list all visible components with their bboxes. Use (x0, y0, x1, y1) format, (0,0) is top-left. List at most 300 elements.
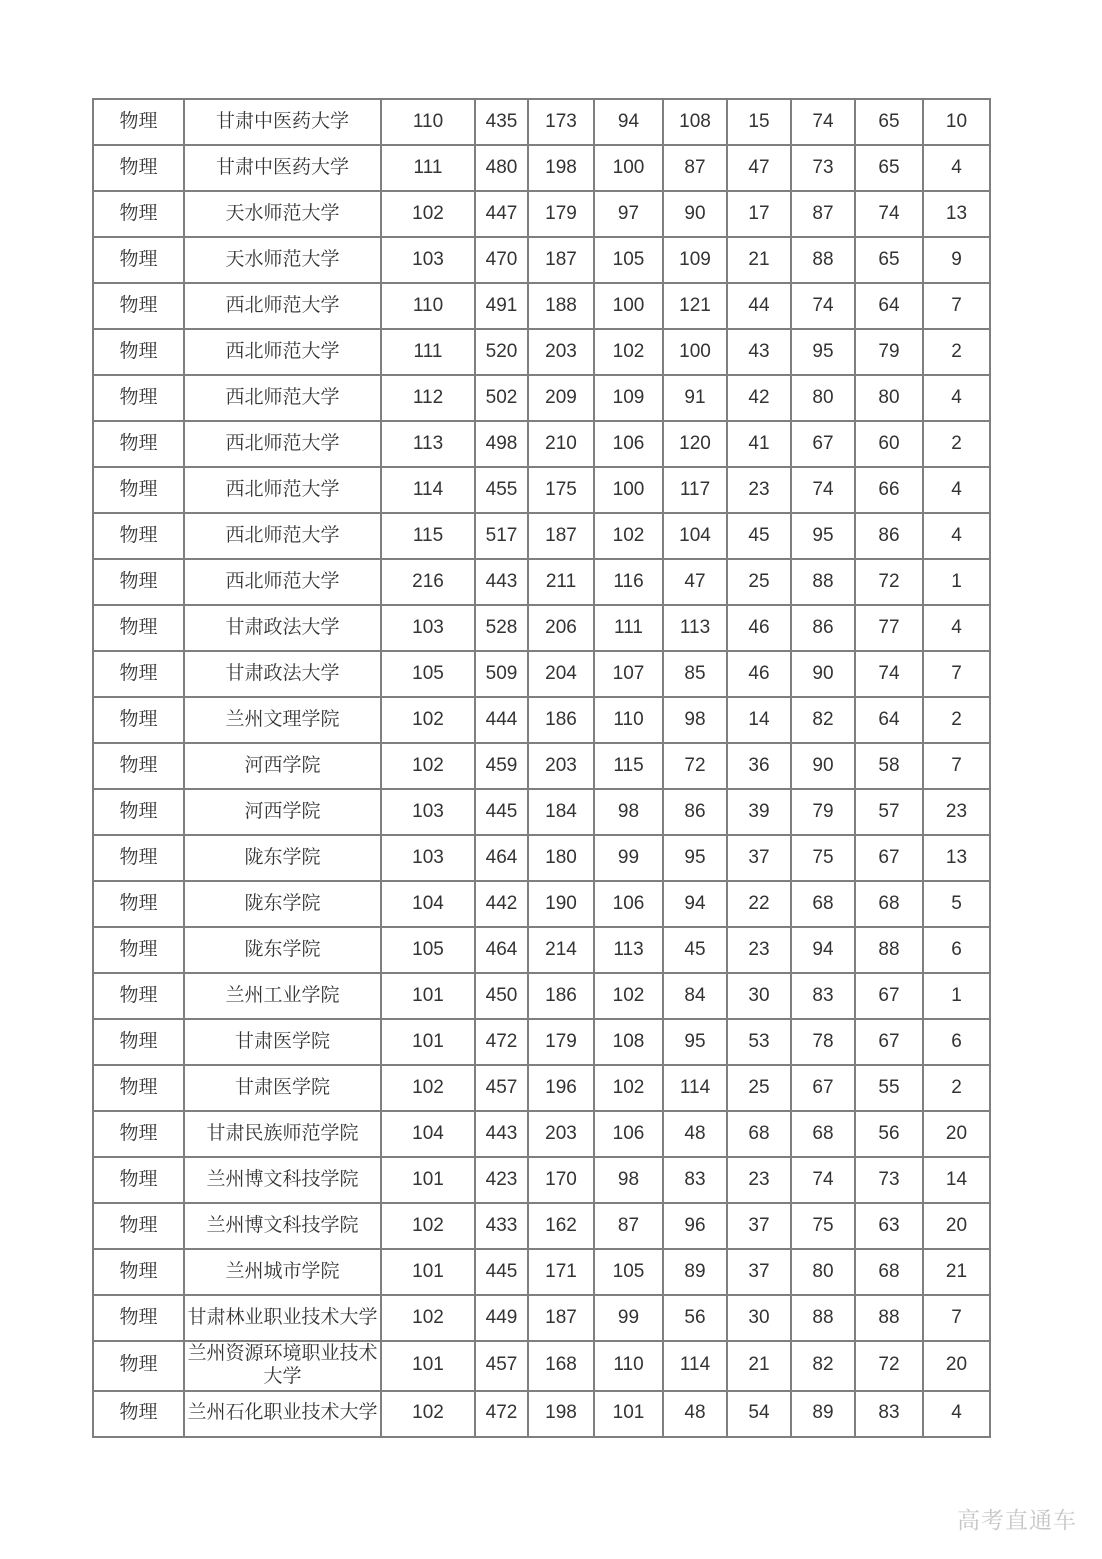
value-cell: 88 (791, 1295, 855, 1341)
value-cell: 94 (594, 99, 663, 145)
value-cell: 94 (663, 881, 727, 927)
value-cell: 211 (528, 559, 594, 605)
value-cell: 517 (475, 513, 528, 559)
value-cell: 95 (791, 513, 855, 559)
value-cell: 108 (594, 1019, 663, 1065)
school-cell: 甘肃中医药大学 (184, 99, 381, 145)
value-cell: 187 (528, 1295, 594, 1341)
value-cell: 48 (663, 1391, 727, 1437)
value-cell: 65 (855, 99, 923, 145)
school-cell: 甘肃政法大学 (184, 605, 381, 651)
value-cell: 99 (594, 835, 663, 881)
value-cell: 67 (855, 973, 923, 1019)
value-cell: 66 (855, 467, 923, 513)
value-cell: 67 (855, 835, 923, 881)
value-cell: 187 (528, 513, 594, 559)
subject-cell: 物理 (93, 145, 184, 191)
value-cell: 102 (594, 973, 663, 1019)
school-cell: 陇东学院 (184, 927, 381, 973)
value-cell: 104 (381, 881, 475, 927)
value-cell: 67 (791, 1065, 855, 1111)
value-cell: 80 (855, 375, 923, 421)
school-cell: 天水师范大学 (184, 191, 381, 237)
value-cell: 44 (727, 283, 791, 329)
value-cell: 113 (663, 605, 727, 651)
value-cell: 86 (791, 605, 855, 651)
value-cell: 103 (381, 237, 475, 283)
value-cell: 170 (528, 1157, 594, 1203)
school-cell: 西北师范大学 (184, 421, 381, 467)
value-cell: 7 (923, 1295, 990, 1341)
value-cell: 443 (475, 1111, 528, 1157)
value-cell: 111 (594, 605, 663, 651)
value-cell: 17 (727, 191, 791, 237)
value-cell: 6 (923, 927, 990, 973)
subject-cell: 物理 (93, 1341, 184, 1391)
value-cell: 110 (594, 1341, 663, 1391)
value-cell: 98 (663, 697, 727, 743)
value-cell: 20 (923, 1203, 990, 1249)
table-row (93, 1111, 990, 1157)
value-cell: 450 (475, 973, 528, 1019)
value-cell: 116 (594, 559, 663, 605)
table-row (93, 651, 990, 697)
value-cell: 4 (923, 605, 990, 651)
subject-cell: 物理 (93, 559, 184, 605)
value-cell: 7 (923, 743, 990, 789)
school-cell: 西北师范大学 (184, 513, 381, 559)
value-cell: 188 (528, 283, 594, 329)
value-cell: 4 (923, 467, 990, 513)
value-cell: 4 (923, 145, 990, 191)
value-cell: 63 (855, 1203, 923, 1249)
value-cell: 100 (663, 329, 727, 375)
value-cell: 95 (663, 1019, 727, 1065)
value-cell: 20 (923, 1111, 990, 1157)
school-cell: 甘肃民族师范学院 (184, 1111, 381, 1157)
value-cell: 7 (923, 283, 990, 329)
value-cell: 56 (663, 1295, 727, 1341)
value-cell: 96 (663, 1203, 727, 1249)
subject-cell: 物理 (93, 421, 184, 467)
value-cell: 109 (594, 375, 663, 421)
subject-cell: 物理 (93, 1249, 184, 1295)
table-row (93, 191, 990, 237)
value-cell: 203 (528, 1111, 594, 1157)
table-row (93, 1295, 990, 1341)
value-cell: 173 (528, 99, 594, 145)
value-cell: 83 (855, 1391, 923, 1437)
value-cell: 56 (855, 1111, 923, 1157)
school-cell: 兰州文理学院 (184, 697, 381, 743)
value-cell: 10 (923, 99, 990, 145)
school-cell: 甘肃政法大学 (184, 651, 381, 697)
value-cell: 46 (727, 605, 791, 651)
subject-cell: 物理 (93, 375, 184, 421)
value-cell: 87 (594, 1203, 663, 1249)
value-cell: 68 (855, 1249, 923, 1295)
subject-cell: 物理 (93, 605, 184, 651)
value-cell: 83 (663, 1157, 727, 1203)
value-cell: 21 (727, 1341, 791, 1391)
value-cell: 110 (381, 283, 475, 329)
value-cell: 95 (663, 835, 727, 881)
value-cell: 88 (855, 927, 923, 973)
value-cell: 101 (381, 1341, 475, 1391)
subject-cell: 物理 (93, 283, 184, 329)
value-cell: 162 (528, 1203, 594, 1249)
value-cell: 88 (791, 237, 855, 283)
value-cell: 80 (791, 375, 855, 421)
value-cell: 65 (855, 145, 923, 191)
value-cell: 95 (791, 329, 855, 375)
value-cell: 105 (594, 237, 663, 283)
subject-cell: 物理 (93, 467, 184, 513)
value-cell: 102 (381, 191, 475, 237)
value-cell: 9 (923, 237, 990, 283)
value-cell: 87 (663, 145, 727, 191)
value-cell: 102 (594, 513, 663, 559)
value-cell: 102 (381, 1065, 475, 1111)
value-cell: 89 (791, 1391, 855, 1437)
value-cell: 99 (594, 1295, 663, 1341)
school-cell: 西北师范大学 (184, 559, 381, 605)
value-cell: 105 (594, 1249, 663, 1295)
value-cell: 179 (528, 191, 594, 237)
value-cell: 77 (855, 605, 923, 651)
value-cell: 15 (727, 99, 791, 145)
school-cell: 西北师范大学 (184, 375, 381, 421)
table-row (93, 1341, 990, 1391)
value-cell: 90 (791, 651, 855, 697)
value-cell: 98 (594, 789, 663, 835)
subject-cell: 物理 (93, 789, 184, 835)
value-cell: 65 (855, 237, 923, 283)
value-cell: 25 (727, 1065, 791, 1111)
value-cell: 206 (528, 605, 594, 651)
value-cell: 103 (381, 835, 475, 881)
school-cell: 甘肃林业职业技术大学 (184, 1295, 381, 1341)
value-cell: 102 (381, 697, 475, 743)
value-cell: 214 (528, 927, 594, 973)
value-cell: 88 (791, 559, 855, 605)
value-cell: 73 (855, 1157, 923, 1203)
school-cell: 西北师范大学 (184, 283, 381, 329)
school-cell: 兰州博文科技学院 (184, 1157, 381, 1203)
value-cell: 103 (381, 789, 475, 835)
table-row (93, 697, 990, 743)
value-cell: 449 (475, 1295, 528, 1341)
table-row (93, 1391, 990, 1437)
school-cell: 西北师范大学 (184, 329, 381, 375)
value-cell: 67 (855, 1019, 923, 1065)
value-cell: 89 (663, 1249, 727, 1295)
value-cell: 101 (594, 1391, 663, 1437)
value-cell: 22 (727, 881, 791, 927)
table-row (93, 467, 990, 513)
value-cell: 464 (475, 927, 528, 973)
value-cell: 45 (727, 513, 791, 559)
value-cell: 528 (475, 605, 528, 651)
subject-cell: 物理 (93, 697, 184, 743)
value-cell: 60 (855, 421, 923, 467)
value-cell: 100 (594, 283, 663, 329)
value-cell: 203 (528, 329, 594, 375)
value-cell: 78 (791, 1019, 855, 1065)
value-cell: 101 (381, 1157, 475, 1203)
value-cell: 37 (727, 1203, 791, 1249)
table-row (93, 329, 990, 375)
school-cell: 甘肃医学院 (184, 1065, 381, 1111)
value-cell: 100 (594, 145, 663, 191)
value-cell: 23 (727, 1157, 791, 1203)
value-cell: 2 (923, 1065, 990, 1111)
value-cell: 464 (475, 835, 528, 881)
value-cell: 68 (791, 1111, 855, 1157)
value-cell: 74 (791, 283, 855, 329)
value-cell: 103 (381, 605, 475, 651)
subject-cell: 物理 (93, 191, 184, 237)
value-cell: 472 (475, 1391, 528, 1437)
value-cell: 68 (791, 881, 855, 927)
value-cell: 43 (727, 329, 791, 375)
table-row (93, 1157, 990, 1203)
school-cell: 天水师范大学 (184, 237, 381, 283)
value-cell: 480 (475, 145, 528, 191)
value-cell: 110 (381, 99, 475, 145)
value-cell: 110 (594, 697, 663, 743)
value-cell: 25 (727, 559, 791, 605)
value-cell: 74 (855, 651, 923, 697)
value-cell: 115 (594, 743, 663, 789)
value-cell: 198 (528, 1391, 594, 1437)
value-cell: 74 (855, 191, 923, 237)
value-cell: 79 (855, 329, 923, 375)
subject-cell: 物理 (93, 237, 184, 283)
value-cell: 83 (791, 973, 855, 1019)
table-row (93, 421, 990, 467)
value-cell: 104 (663, 513, 727, 559)
value-cell: 470 (475, 237, 528, 283)
value-cell: 53 (727, 1019, 791, 1065)
value-cell: 5 (923, 881, 990, 927)
value-cell: 21 (923, 1249, 990, 1295)
value-cell: 14 (727, 697, 791, 743)
value-cell: 73 (791, 145, 855, 191)
subject-cell: 物理 (93, 743, 184, 789)
value-cell: 4 (923, 1391, 990, 1437)
value-cell: 37 (727, 835, 791, 881)
value-cell: 111 (381, 329, 475, 375)
table-row (93, 881, 990, 927)
value-cell: 105 (381, 927, 475, 973)
value-cell: 2 (923, 697, 990, 743)
value-cell: 442 (475, 881, 528, 927)
subject-cell: 物理 (93, 1065, 184, 1111)
value-cell: 112 (381, 375, 475, 421)
value-cell: 30 (727, 973, 791, 1019)
value-cell: 216 (381, 559, 475, 605)
value-cell: 54 (727, 1391, 791, 1437)
value-cell: 74 (791, 1157, 855, 1203)
value-cell: 175 (528, 467, 594, 513)
table-row (93, 1203, 990, 1249)
value-cell: 209 (528, 375, 594, 421)
table-row (93, 283, 990, 329)
value-cell: 117 (663, 467, 727, 513)
value-cell: 2 (923, 421, 990, 467)
value-cell: 102 (594, 1065, 663, 1111)
value-cell: 171 (528, 1249, 594, 1295)
value-cell: 86 (663, 789, 727, 835)
admission-scores-table (92, 98, 991, 1438)
value-cell: 101 (381, 1019, 475, 1065)
value-cell: 41 (727, 421, 791, 467)
value-cell: 2 (923, 329, 990, 375)
subject-cell: 物理 (93, 1295, 184, 1341)
value-cell: 502 (475, 375, 528, 421)
subject-cell: 物理 (93, 973, 184, 1019)
value-cell: 36 (727, 743, 791, 789)
value-cell: 111 (381, 145, 475, 191)
value-cell: 423 (475, 1157, 528, 1203)
value-cell: 445 (475, 1249, 528, 1295)
school-cell: 兰州工业学院 (184, 973, 381, 1019)
value-cell: 179 (528, 1019, 594, 1065)
value-cell: 55 (855, 1065, 923, 1111)
value-cell: 186 (528, 973, 594, 1019)
value-cell: 47 (663, 559, 727, 605)
value-cell: 444 (475, 697, 528, 743)
value-cell: 94 (791, 927, 855, 973)
school-cell: 甘肃中医药大学 (184, 145, 381, 191)
table-row (93, 237, 990, 283)
value-cell: 6 (923, 1019, 990, 1065)
value-cell: 447 (475, 191, 528, 237)
value-cell: 82 (791, 697, 855, 743)
value-cell: 106 (594, 1111, 663, 1157)
value-cell: 23 (923, 789, 990, 835)
table-row (93, 1065, 990, 1111)
school-cell: 兰州博文科技学院 (184, 1203, 381, 1249)
value-cell: 68 (727, 1111, 791, 1157)
value-cell: 114 (663, 1065, 727, 1111)
school-cell: 兰州资源环境职业技术大学 (184, 1341, 381, 1391)
table-row (93, 835, 990, 881)
subject-cell: 物理 (93, 513, 184, 559)
value-cell: 1 (923, 559, 990, 605)
value-cell: 168 (528, 1341, 594, 1391)
value-cell: 14 (923, 1157, 990, 1203)
value-cell: 13 (923, 191, 990, 237)
value-cell: 91 (663, 375, 727, 421)
value-cell: 472 (475, 1019, 528, 1065)
table-row (93, 145, 990, 191)
value-cell: 74 (791, 99, 855, 145)
value-cell: 13 (923, 835, 990, 881)
value-cell: 113 (594, 927, 663, 973)
value-cell: 509 (475, 651, 528, 697)
school-cell: 河西学院 (184, 743, 381, 789)
table-row (93, 1019, 990, 1065)
value-cell: 106 (594, 421, 663, 467)
value-cell: 443 (475, 559, 528, 605)
table-row (93, 973, 990, 1019)
value-cell: 457 (475, 1341, 528, 1391)
value-cell: 1 (923, 973, 990, 1019)
value-cell: 39 (727, 789, 791, 835)
value-cell: 433 (475, 1203, 528, 1249)
value-cell: 459 (475, 743, 528, 789)
value-cell: 4 (923, 513, 990, 559)
school-cell: 甘肃医学院 (184, 1019, 381, 1065)
value-cell: 45 (663, 927, 727, 973)
table-row (93, 1249, 990, 1295)
value-cell: 7 (923, 651, 990, 697)
value-cell: 57 (855, 789, 923, 835)
value-cell: 102 (381, 1203, 475, 1249)
value-cell: 457 (475, 1065, 528, 1111)
value-cell: 455 (475, 467, 528, 513)
school-cell: 陇东学院 (184, 881, 381, 927)
value-cell: 37 (727, 1249, 791, 1295)
subject-cell: 物理 (93, 881, 184, 927)
value-cell: 48 (663, 1111, 727, 1157)
value-cell: 196 (528, 1065, 594, 1111)
value-cell: 210 (528, 421, 594, 467)
value-cell: 58 (855, 743, 923, 789)
value-cell: 85 (663, 651, 727, 697)
value-cell: 79 (791, 789, 855, 835)
school-cell: 兰州石化职业技术大学 (184, 1391, 381, 1437)
table-row (93, 559, 990, 605)
value-cell: 64 (855, 283, 923, 329)
value-cell: 107 (594, 651, 663, 697)
table-row (93, 605, 990, 651)
value-cell: 86 (855, 513, 923, 559)
value-cell: 47 (727, 145, 791, 191)
value-cell: 30 (727, 1295, 791, 1341)
value-cell: 84 (663, 973, 727, 1019)
value-cell: 90 (791, 743, 855, 789)
value-cell: 20 (923, 1341, 990, 1391)
value-cell: 100 (594, 467, 663, 513)
subject-cell: 物理 (93, 1019, 184, 1065)
value-cell: 114 (663, 1341, 727, 1391)
value-cell: 68 (855, 881, 923, 927)
value-cell: 445 (475, 789, 528, 835)
value-cell: 80 (791, 1249, 855, 1295)
value-cell: 87 (791, 191, 855, 237)
value-cell: 204 (528, 651, 594, 697)
table-row (93, 927, 990, 973)
value-cell: 82 (791, 1341, 855, 1391)
value-cell: 46 (727, 651, 791, 697)
value-cell: 75 (791, 1203, 855, 1249)
school-cell: 兰州城市学院 (184, 1249, 381, 1295)
value-cell: 72 (663, 743, 727, 789)
subject-cell: 物理 (93, 1391, 184, 1437)
school-cell: 西北师范大学 (184, 467, 381, 513)
value-cell: 184 (528, 789, 594, 835)
subject-cell: 物理 (93, 329, 184, 375)
table-row (93, 743, 990, 789)
value-cell: 203 (528, 743, 594, 789)
watermark-text: 高考直通车 (957, 1507, 1077, 1533)
value-cell: 101 (381, 1249, 475, 1295)
value-cell: 198 (528, 145, 594, 191)
value-cell: 72 (855, 559, 923, 605)
